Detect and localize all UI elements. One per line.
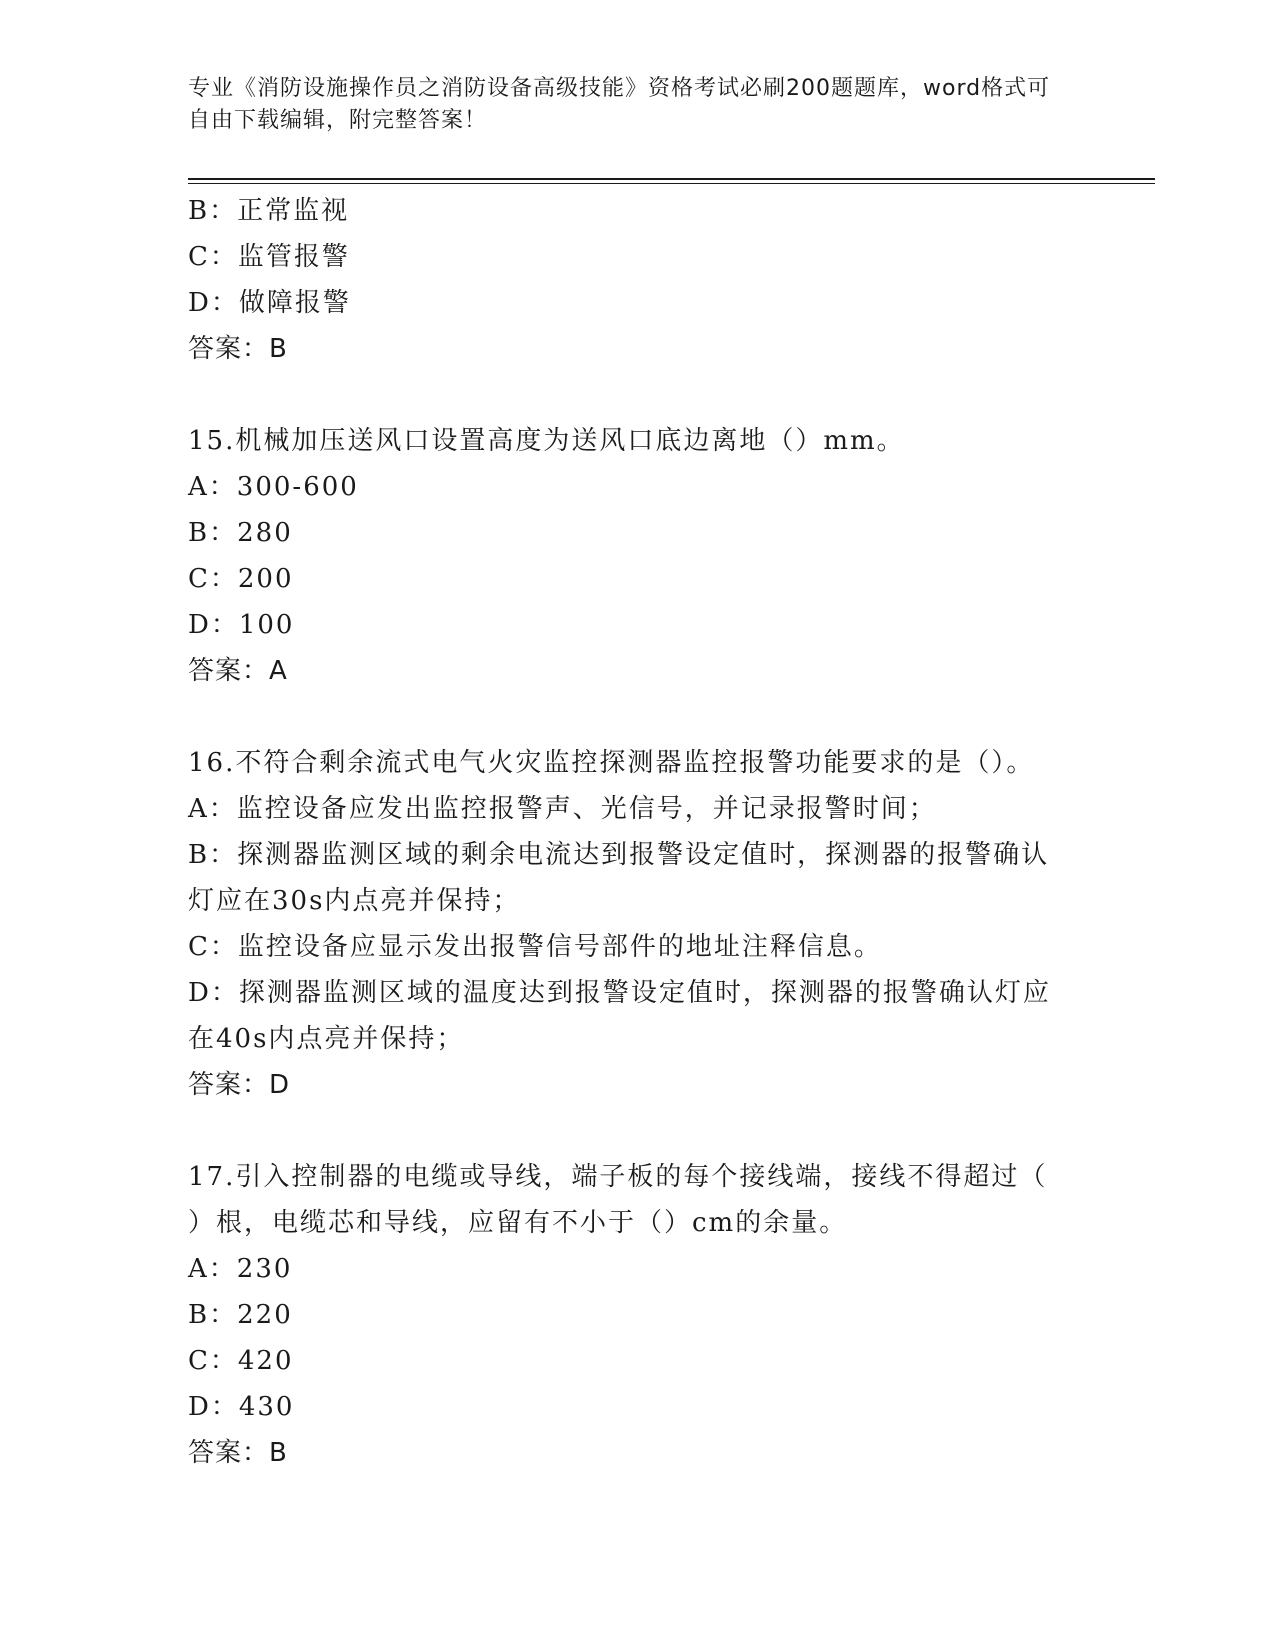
prev-question-block	[188, 188, 1088, 372]
option-d-continued: 在40s内点亮并保持；	[188, 1024, 465, 1054]
option-c: C：监管报警	[188, 242, 350, 272]
answer-line: 答案：B	[188, 1438, 288, 1468]
question-15-block	[188, 418, 1088, 694]
option-b: B：探测器监测区域的剩余电流达到报警设定值时，探测器的报警确认	[188, 840, 1050, 870]
answer-line: 答案：D	[188, 1070, 291, 1100]
question-stem-continued: ）根，电缆芯和导线，应留有不小于（）cm的余量。	[188, 1208, 848, 1238]
option-b-continued: 灯应在30s内点亮并保持；	[188, 886, 521, 916]
option-d: D：100	[188, 610, 295, 640]
option-b: B：280	[188, 518, 293, 548]
document-header: 专业《消防设施操作员之消防设备高级技能》资格考试必刷200题题库，word格式可自由下载编辑，附完整答案！	[188, 76, 1051, 133]
option-b: B：正常监视	[188, 196, 350, 226]
option-d: D：430	[188, 1392, 295, 1422]
option-a: A：300-600	[188, 472, 359, 502]
question-stem: 17.引入控制器的电缆或导线，端子板的每个接线端，接线不得超过（	[188, 1162, 1048, 1192]
answer-line: 答案：A	[188, 656, 288, 686]
option-d: D：做障报警	[188, 288, 351, 318]
option-d: D：探测器监测区域的温度达到报警设定值时，探测器的报警确认灯应	[188, 978, 1051, 1008]
question-16-block	[188, 740, 1088, 1108]
option-b: B：220	[188, 1300, 293, 1330]
option-c: C：监控设备应显示发出报警信号部件的地址注释信息。	[188, 932, 882, 962]
option-a: A：监控设备应发出监控报警声、光信号，并记录报警时间；	[188, 794, 937, 824]
header-divider-thick	[188, 178, 1155, 180]
option-c: C：420	[188, 1346, 294, 1376]
question-stem: 16.不符合剩余流式电气火灾监控探测器监控报警功能要求的是（）。	[188, 748, 1035, 778]
option-a: A：230	[188, 1254, 293, 1284]
question-stem: 15.机械加压送风口设置高度为送风口底边离地（）mm。	[188, 426, 905, 456]
header-divider-thin	[188, 183, 1155, 184]
question-content	[188, 188, 1088, 1476]
option-c: C：200	[188, 564, 294, 594]
answer-line: 答案：B	[188, 334, 288, 364]
question-17-block	[188, 1154, 1088, 1476]
